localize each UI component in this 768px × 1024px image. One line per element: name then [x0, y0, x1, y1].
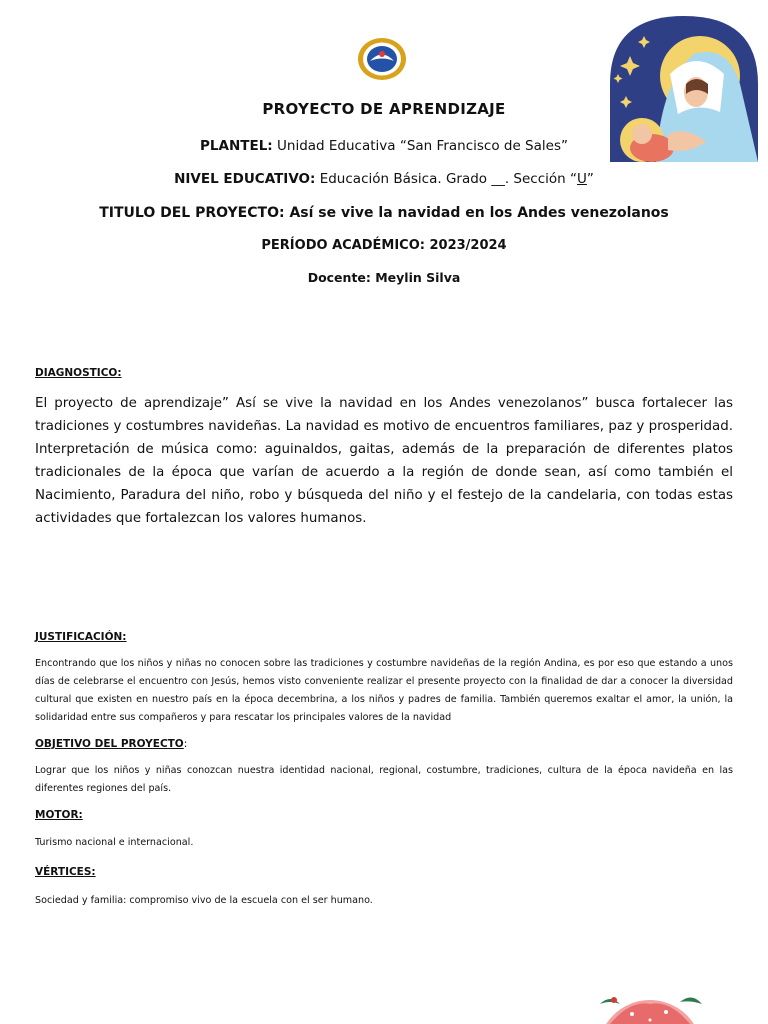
plantel-value: Unidad Educativa “San Francisco de Sales”	[272, 138, 568, 154]
proyecto-line	[0, 205, 768, 221]
christmas-ornament	[580, 990, 720, 1024]
diagnostico-heading: DIAGNOSTICO:	[35, 367, 122, 379]
objetivo-heading: OBJETIVO DEL PROYECTO	[35, 738, 184, 750]
justificacion-heading: JUSTIFICACIÓN:	[35, 631, 127, 643]
nivel-value: Educación Básica. Grado __. Sección “	[315, 171, 577, 187]
diagnostico-text: El proyecto de aprendizaje” Así se vive la navidad en los Andes venezolanos” busca fortalecer las tradiciones y costumbres navideñas. La navidad es motivo de encuentros familiares, paz y prosperidad. Interpretación de música como: aguinaldos, gaitas, además de la preparación de diferentes platos tradicionales de la época que varían de acuerdo a la región de donde sean, así como también el Nacimiento, Paradura del niño, robo y búsqueda del niño y el festejo de la candelaria, con todas estas actividades que fortalezcan los valores humanos.	[35, 396, 733, 526]
periodo-line: PERÍODO ACADÉMICO: 2023/2024	[261, 238, 507, 253]
nivel-close-quote: ”	[586, 171, 594, 187]
plantel-label: PLANTEL:	[200, 138, 273, 154]
nivel-section: U	[577, 171, 587, 187]
motor-text: Turismo nacional e internacional.	[35, 837, 194, 848]
vertices-text: Sociedad y familia: compromiso vivo de la escuela con el ser humano.	[35, 895, 373, 906]
nivel-label: NIVEL EDUCATIVO:	[174, 171, 316, 187]
motor-heading: MOTOR:	[35, 809, 83, 821]
objetivo-text: Lograr que los niños y niñas conozcan nuestra identidad nacional, regional, costumbre, tradiciones, cultura de la época navideña en las diferentes regiones del país.	[35, 765, 733, 794]
objetivo-heading-line	[35, 738, 187, 750]
page-title: PROYECTO DE APRENDIZAJE	[262, 100, 506, 118]
docente-line: Docente: Meylin Silva	[307, 270, 461, 285]
plantel-line	[0, 138, 768, 154]
vertices-heading: VÉRTICES:	[35, 866, 96, 878]
proyecto-label: TITULO DEL PROYECTO:	[99, 205, 290, 221]
objetivo-colon: :	[183, 738, 188, 750]
nivel-line	[0, 171, 768, 187]
justificacion-text: Encontrando que los niños y niñas no conocen sobre las tradiciones y costumbre navideñas de la región Andina, es por eso que estando a unos días de celebrarse el encuentro con Jesús, hemos visto conveniente realizar el presente proyecto con la finalidad de dar a conocer la diversidad cultural que existen en nuestro país en la época decembrina, a los niños y padres de familia. También queremos exaltar el amor, la unión, la solidaridad entre sus compañeros y para rescatar los principales valores de la navidad	[35, 658, 733, 723]
proyecto-value: Así se vive la navidad en los Andes venezolanos	[289, 205, 669, 221]
school-logo	[356, 36, 408, 82]
